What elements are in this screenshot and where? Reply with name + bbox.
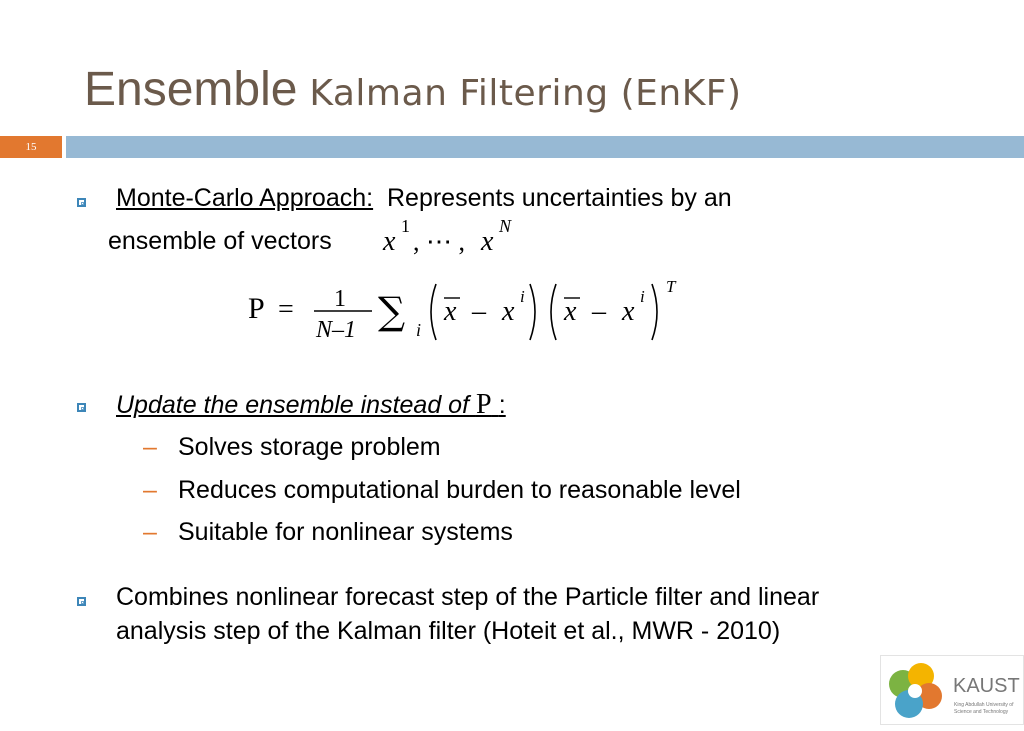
right-paren-2 (652, 284, 657, 340)
bullet-1-label: Monte-Carlo Approach: (116, 184, 374, 212)
bullet-3-line-1: Combines nonlinear forecast step of the Particle filter and linear (116, 583, 820, 611)
title-bar (66, 136, 1024, 158)
vector-xN: x (481, 226, 494, 257)
bullet-2-math-P: P (475, 389, 492, 420)
left-paren-2 (551, 284, 556, 340)
dash-icon: – (143, 518, 157, 546)
minus-1: – (472, 296, 486, 327)
bullet-2-colon: : (498, 391, 506, 419)
right-paren-1 (530, 284, 535, 340)
subitem-2: Reduces computational burden to reasonable level (178, 476, 741, 504)
bullet-1-line-2: ensemble of vectors (108, 227, 332, 255)
xbar-2-x: x (564, 296, 577, 327)
vector-x1: x (383, 226, 396, 257)
subitem-1: Solves storage problem (178, 433, 441, 461)
logo-name: KAUST (953, 675, 1020, 697)
xi-1-sup: i (520, 287, 525, 306)
sup-1: 1 (401, 216, 410, 236)
logo-subtitle-1: King Abdullah University of (954, 702, 1014, 708)
bullet-1-text: Represents uncertainties by an (387, 184, 732, 212)
minus-2: – (592, 296, 606, 327)
fraction-denominator: N–1 (316, 317, 357, 343)
dash-icon: – (143, 433, 157, 461)
title-part-1: Ensemble (84, 63, 298, 116)
logo-subtitle-2: Science and Technology (954, 709, 1009, 715)
xi-1: x (502, 296, 515, 327)
page-number: 15 (0, 136, 62, 158)
subitem-3: Suitable for nonlinear systems (178, 518, 513, 546)
covariance-formula (240, 270, 700, 350)
sum-index: i (416, 320, 422, 340)
bullet-icon (77, 597, 86, 606)
kaust-logo (880, 655, 1024, 725)
bullet-2-line (116, 389, 506, 420)
dash-icon: – (143, 476, 157, 504)
xbar-1-x: x (444, 296, 457, 327)
xi-2-sup: i (640, 287, 645, 306)
ensemble-vectors-formula (380, 212, 530, 262)
bullet-3-line-2: analysis step of the Kalman filter (Hoteit et al., MWR - 2010) (116, 617, 781, 645)
formula-equals: = (278, 294, 294, 325)
dots: , ⋯ , (413, 227, 465, 256)
left-paren-1 (431, 284, 436, 340)
bullet-icon (77, 198, 86, 207)
bullet-1-line-1 (116, 183, 732, 213)
fraction-numerator: 1 (334, 286, 346, 312)
transpose-T: T (666, 277, 676, 296)
title-part-2: Kalman Filtering (EnKF) (297, 73, 742, 114)
xi-2: x (622, 296, 635, 327)
kaust-logo-graphic (881, 656, 1024, 726)
bullet-icon (77, 403, 86, 412)
slide-title (84, 62, 742, 117)
formula-P: P (248, 292, 265, 325)
bullet-2-label: Update the ensemble instead of (116, 391, 470, 419)
sum-symbol: ∑ (378, 289, 406, 333)
sup-N: N (499, 216, 512, 236)
